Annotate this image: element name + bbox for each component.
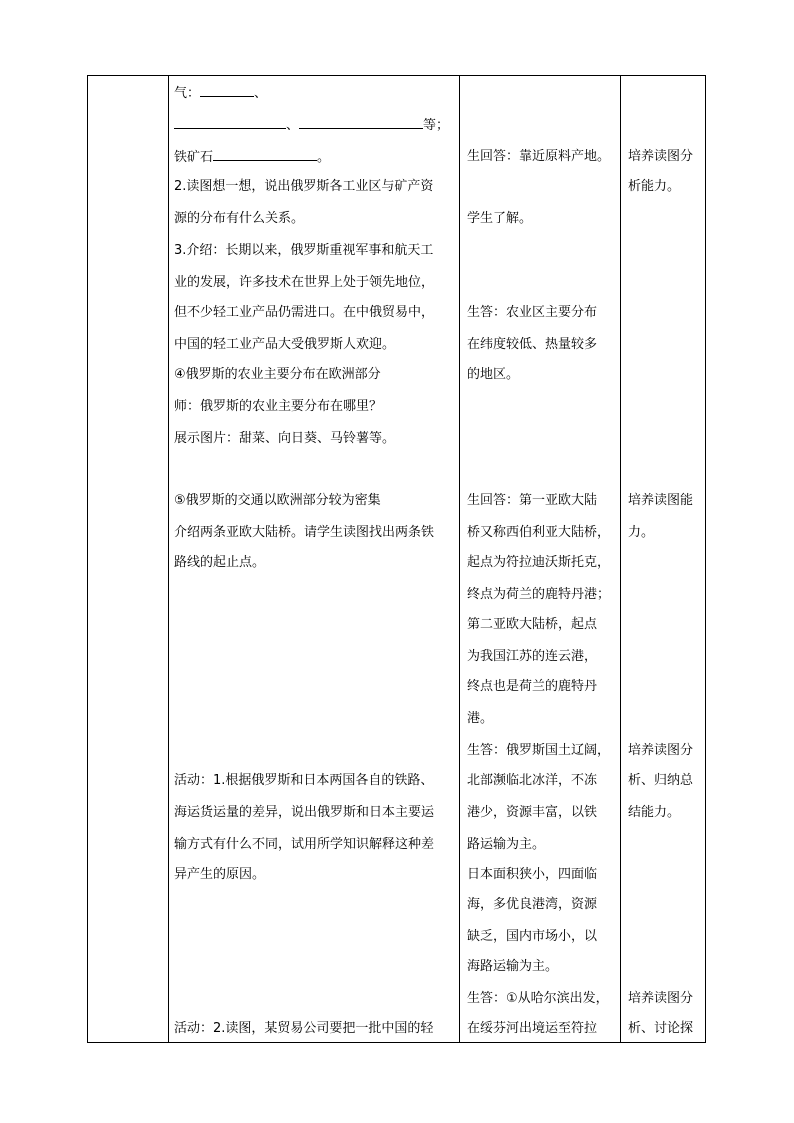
text-line: 路线的起止点。 — [174, 555, 266, 570]
text-line: 培养读图分 — [628, 743, 694, 758]
text-line: 结能力。 — [628, 805, 681, 820]
text-line: 海，多优良港湾，资源 — [467, 897, 598, 912]
text-line: 异产生的原因。 — [174, 867, 266, 882]
fill-blank — [299, 115, 423, 129]
text-line: 业的发展，许多技术在世界上处于领先地位， — [174, 275, 435, 290]
text-line: 气： 、 — [174, 83, 267, 104]
text-line: 2.读图想一想，说出俄罗斯各工业区与矿产资 — [174, 179, 434, 194]
text-line: 析能力。 — [628, 179, 681, 194]
column-divider — [459, 76, 460, 1042]
text-line: 培养读图能 — [628, 493, 694, 508]
text-line: 活动：1.根据俄罗斯和日本两国各自的铁路、 — [174, 773, 434, 788]
text-line: 缺乏，国内市场小，以 — [467, 929, 598, 944]
text-line: 起点为符拉迪沃斯托克， — [467, 555, 611, 570]
text-line: 生回答：第一亚欧大陆 — [467, 493, 598, 508]
text-line: 介绍两条亚欧大陆桥。请学生读图找出两条铁 — [174, 525, 435, 540]
text-line: 源的分布有什么关系。 — [174, 211, 305, 226]
text-line: 在绥芬河出境运至符拉 — [467, 1021, 598, 1036]
text-line: 在纬度较低、热量较多 — [467, 337, 598, 352]
text-line: 析、归纳总 — [628, 773, 694, 788]
text-line: 析、讨论探 — [628, 1021, 694, 1036]
text-line: 3.介绍：长期以来，俄罗斯重视军事和航天工 — [174, 243, 434, 258]
text-line: ④俄罗斯的农业主要分布在欧洲部分 — [174, 367, 381, 382]
text-line: 海运货运量的差异，说出俄罗斯和日本主要运 — [174, 805, 435, 820]
text-line: 终点为荷兰的鹿特丹港； — [467, 587, 611, 602]
text-line: 学生了解。 — [467, 211, 533, 226]
text-line: ⑤俄罗斯的交通以欧洲部分较为密集 — [174, 493, 381, 508]
text-line: 第二亚欧大陆桥，起点 — [467, 617, 598, 632]
fill-blank — [174, 115, 286, 129]
column-divider — [168, 76, 169, 1042]
text-line: 北部濒临北冰洋，不冻 — [467, 773, 598, 788]
text-line: 、 等； — [174, 115, 449, 136]
fill-blank — [200, 83, 254, 97]
text-line: 力。 — [628, 525, 655, 540]
text-line: 为我国江苏的连云港， — [467, 649, 598, 664]
text-line: 生答：俄罗斯国土辽阔， — [467, 743, 611, 758]
text-line: 港。 — [467, 711, 494, 726]
text-line: 铁矿石 。 — [174, 147, 330, 168]
text-line: 中国的轻工业产品大受俄罗斯人欢迎。 — [174, 337, 396, 352]
text-line: 生回答：靠近原料产地。 — [467, 149, 611, 164]
fill-blank — [213, 147, 317, 161]
text-line: 培养读图分 — [628, 149, 694, 164]
text-line: 培养读图分 — [628, 991, 694, 1006]
text-line: 师：俄罗斯的农业主要分布在哪里？ — [174, 399, 383, 414]
text-line: 生答：①从哈尔滨出发， — [467, 991, 609, 1006]
text-line: 桥又称西伯利亚大陆桥， — [467, 525, 611, 540]
text-line: 输方式有什么不同，试用所学知识解释这种差 — [174, 837, 435, 852]
text-line: 展示图片：甜菜、向日葵、马铃薯等。 — [174, 431, 396, 446]
text-line: 但不少轻工业产品仍需进口。在中俄贸易中， — [174, 305, 435, 320]
column-divider — [620, 76, 621, 1042]
text-line: 的地区。 — [467, 367, 520, 382]
text-line: 日本面积狭小，四面临 — [467, 867, 598, 882]
text-line: 路运输为主。 — [467, 837, 546, 852]
lesson-table — [87, 75, 706, 1043]
text-line: 生答：农业区主要分布 — [467, 305, 598, 320]
text-line: 活动：2.读图，某贸易公司要把一批中国的轻 — [174, 1021, 434, 1036]
text-line: 终点也是荷兰的鹿特丹 — [467, 679, 598, 694]
text-line: 海路运输为主。 — [467, 959, 559, 974]
text-line: 港少，资源丰富，以铁 — [467, 805, 598, 820]
